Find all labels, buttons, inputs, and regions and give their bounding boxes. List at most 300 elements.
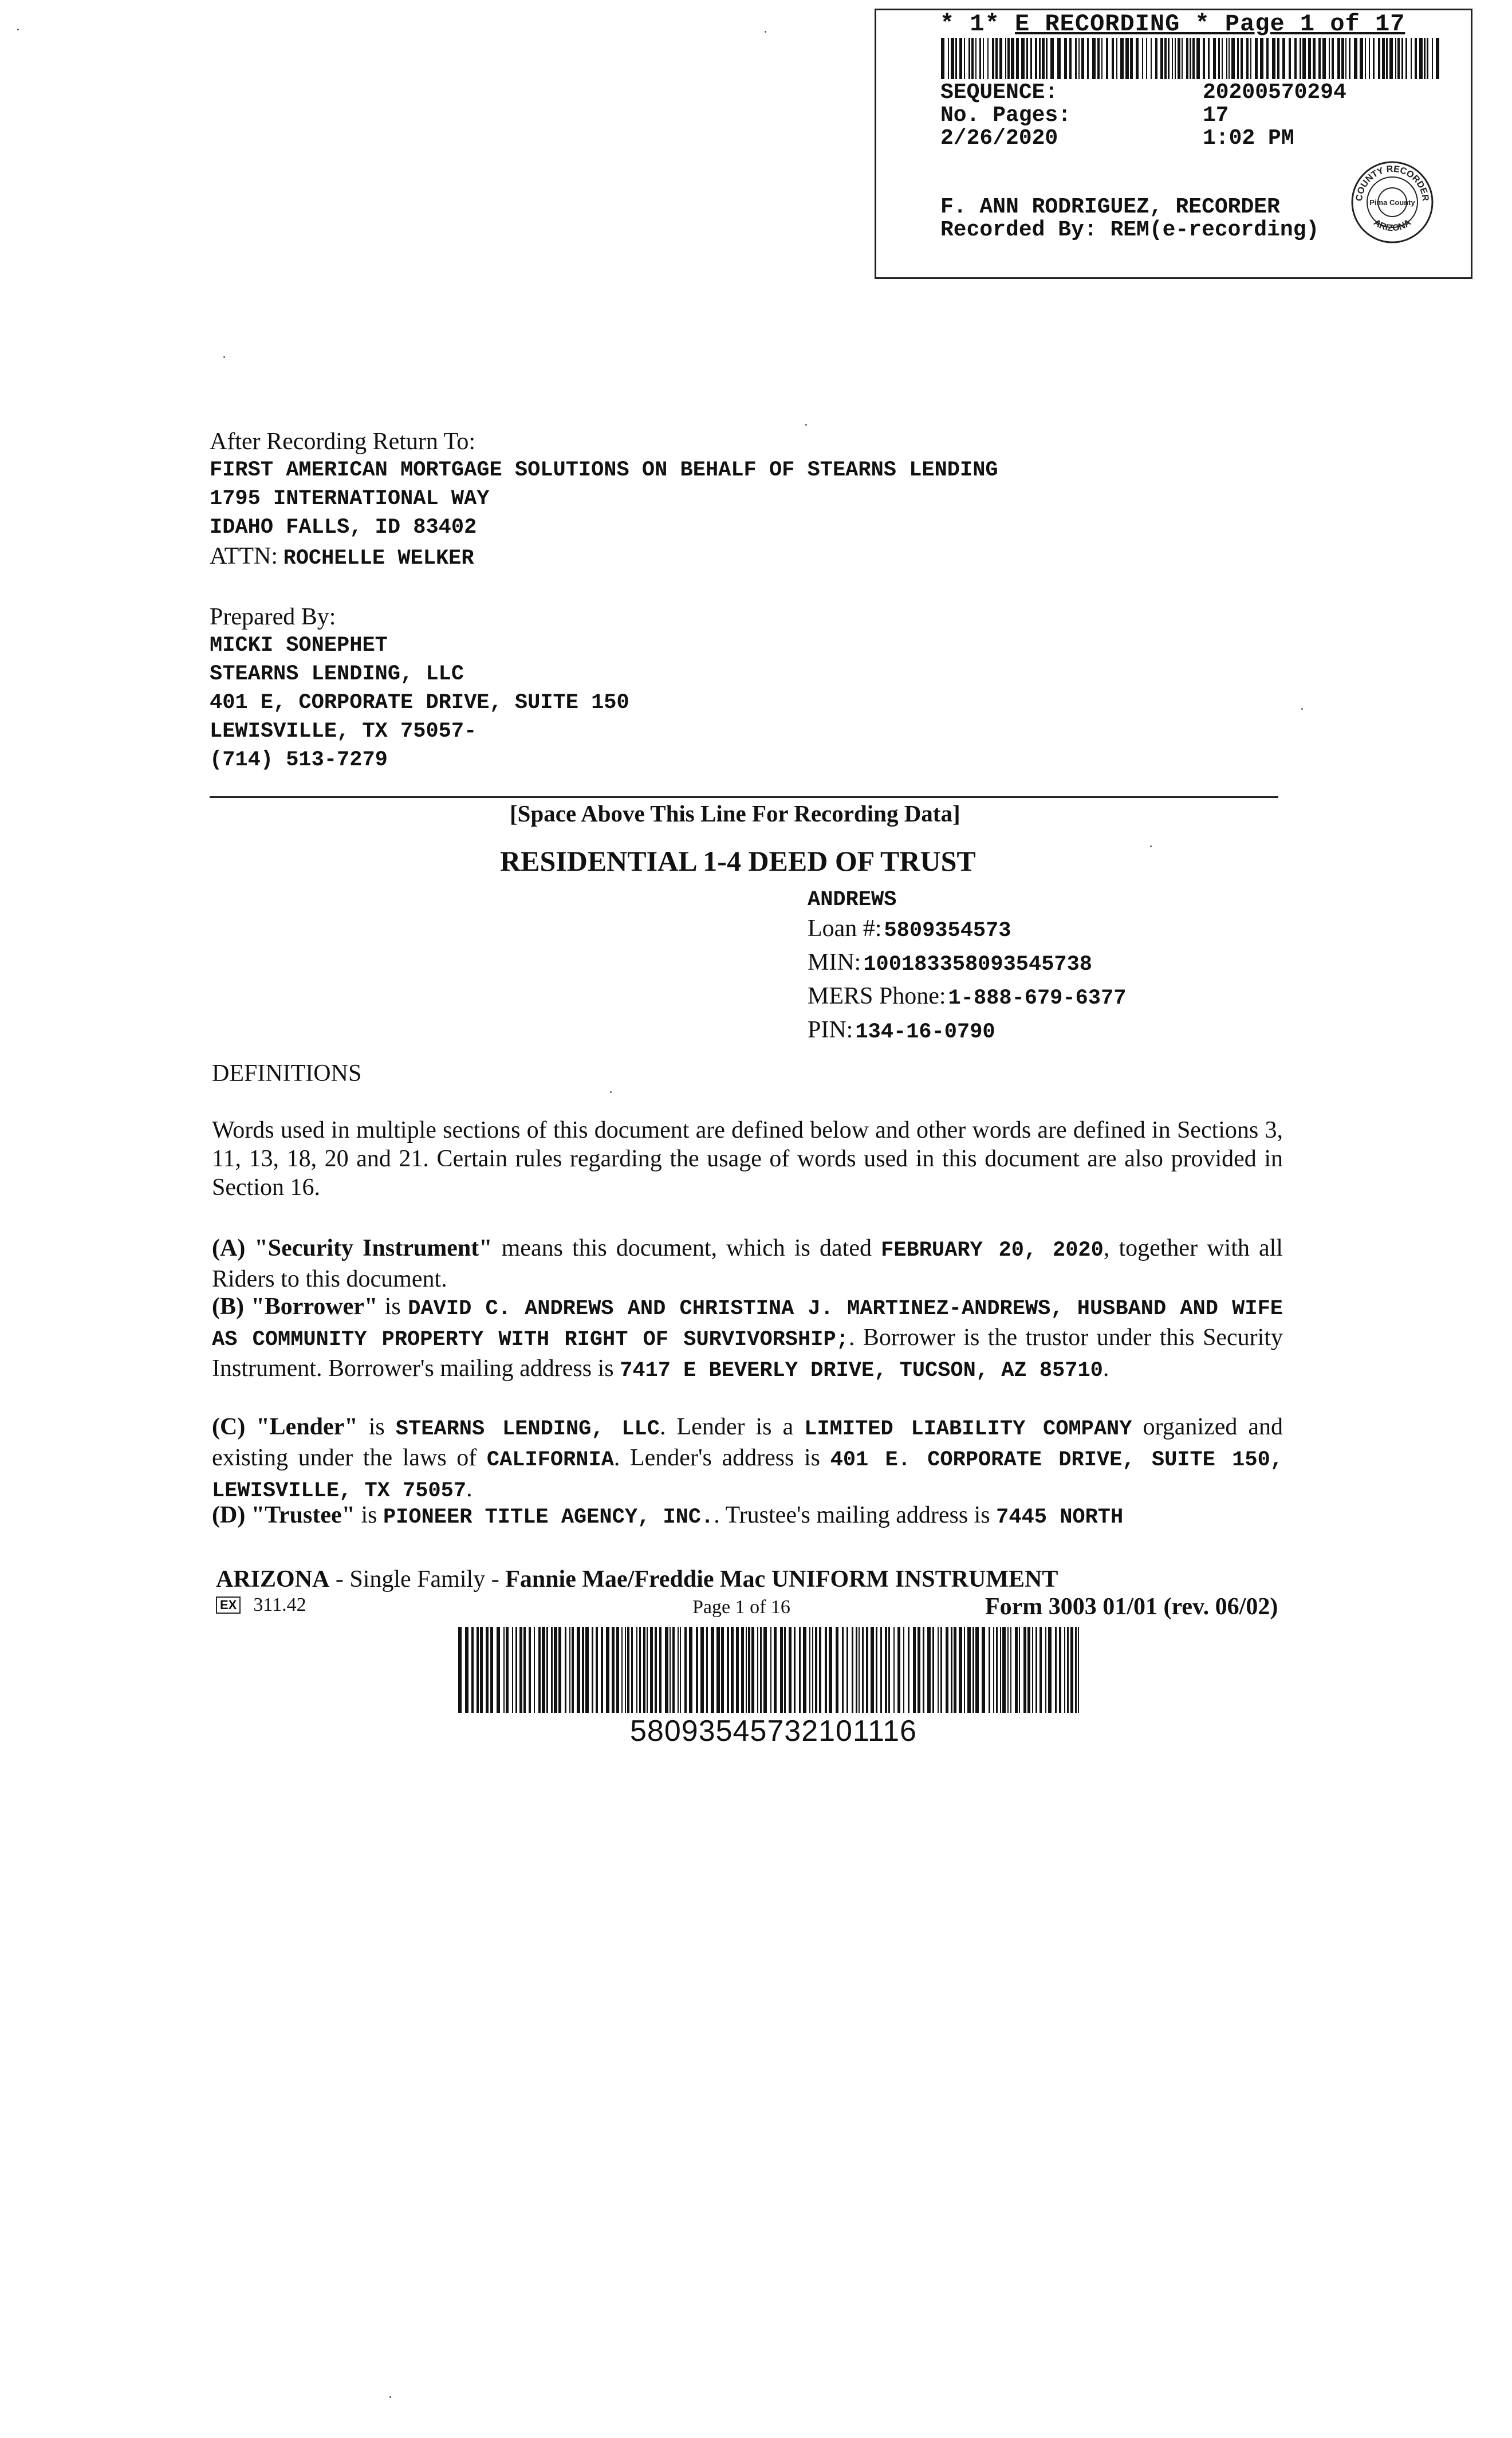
barcode-bar (625, 1627, 626, 1713)
barcode-bar (665, 1627, 668, 1713)
barcode-bar (506, 1627, 509, 1713)
barcode-bar (465, 1627, 468, 1713)
barcode-bar (959, 38, 962, 79)
barcode-bar (815, 1627, 817, 1713)
barcode-bar (770, 1627, 771, 1713)
barcode-bar (1432, 38, 1433, 79)
section-d-name: PIONEER TITLE AGENCY, INC. (383, 1505, 714, 1529)
attn-label: ATTN: (210, 543, 278, 569)
section-a-text2: , together with all Riders to this document. (212, 1235, 1283, 1292)
barcode-bar (727, 1627, 729, 1713)
return-to-label: After Recording Return To: (210, 428, 476, 455)
section-b-address: 7417 E BEVERLY DRIVE, TUCSON, AZ 85710 (620, 1359, 1103, 1383)
barcode-bar (757, 1627, 758, 1713)
barcode-bar (1164, 38, 1167, 79)
barcode-bar (1078, 38, 1080, 79)
barcode-bar (1246, 38, 1249, 79)
scan-speck (223, 356, 225, 358)
barcode-bar (940, 1627, 942, 1713)
barcode-bar (836, 1627, 838, 1713)
prepared-by-line1: MICKI SONEPHET (210, 634, 388, 658)
barcode-bar (996, 1627, 998, 1713)
footer-form-title (216, 1566, 1058, 1593)
barcode-bar (1130, 38, 1133, 79)
barcode-bar (680, 1627, 681, 1713)
barcode-bar (1027, 1627, 1030, 1713)
barcode-bar (1369, 38, 1370, 79)
barcode-bar (932, 1627, 934, 1713)
barcode-bar (1277, 38, 1279, 79)
barcode-bar (1401, 38, 1403, 79)
barcode-bar (1360, 38, 1363, 79)
barcode-bar (774, 1627, 777, 1713)
barcode-bar (748, 1627, 750, 1713)
barcode-bar (631, 1627, 633, 1713)
pages-label: No. Pages: (940, 103, 1072, 128)
barcode-bar (1125, 38, 1129, 79)
barcode-bar (955, 38, 957, 79)
barcode-bar (1030, 38, 1032, 79)
barcode-bar (1045, 1627, 1046, 1713)
barcode-bar (1146, 38, 1147, 79)
footer-title-bold: Fannie Mae/Freddie Mac UNIFORM INSTRUMENT (505, 1566, 1058, 1592)
barcode-bar (1289, 38, 1291, 79)
barcode-bar (1155, 38, 1157, 79)
barcode-bar (1272, 38, 1275, 79)
barcode-bar (1365, 38, 1366, 79)
prepared-by-line5: (714) 513-7279 (210, 748, 388, 772)
barcode-bar (650, 1627, 653, 1713)
barcode-bar (1005, 38, 1006, 79)
barcode-bar (812, 1627, 813, 1713)
scan-speck (17, 29, 19, 30)
record-time: 1:02 PM (1203, 126, 1294, 151)
barcode-bar (948, 38, 949, 79)
section-c-name: STEARNS LENDING, LLC (395, 1417, 660, 1441)
barcode-bar (529, 1627, 531, 1713)
barcode-bar (1059, 1627, 1061, 1713)
footer-state: ARIZONA (216, 1566, 330, 1592)
barcode-bar (983, 38, 984, 79)
stamp-header (940, 10, 1405, 38)
barcode-bar (1405, 38, 1407, 79)
barcode-bar (716, 1627, 720, 1713)
section-c-text1: is (357, 1414, 396, 1440)
footer-page-number: Page 1 of 16 (692, 1597, 790, 1618)
barcode-bar (903, 1627, 904, 1713)
barcode-bar (999, 38, 1002, 79)
barcode-bar (1142, 38, 1143, 79)
barcode-bar (471, 1627, 474, 1713)
barcode-bar (486, 1627, 489, 1713)
barcode-bar (993, 1627, 994, 1713)
barcode-bar (1035, 1627, 1037, 1713)
barcode-number: 58093545732101116 (630, 1715, 917, 1748)
barcode-bar (866, 1627, 868, 1713)
barcode-bar (1019, 1627, 1020, 1713)
barcode-bar (1300, 38, 1301, 79)
barcode-bar (1389, 38, 1393, 79)
barcode-bar (1266, 38, 1269, 79)
barcode-bar (585, 1627, 589, 1713)
scan-speck (805, 424, 807, 426)
section-c-label: (C) "Lender" (212, 1414, 358, 1440)
barcode-bar (1046, 38, 1048, 79)
barcode-bar (736, 1627, 739, 1713)
barcode-bar (989, 1627, 990, 1713)
barcode-bar (512, 1627, 513, 1713)
barcode-bar (601, 1627, 603, 1713)
barcode-bar (1349, 38, 1350, 79)
barcode-bar (480, 1627, 483, 1713)
barcode-bar (1196, 38, 1200, 79)
barcode-bar (1208, 38, 1210, 79)
barcode-bar (577, 1627, 580, 1713)
section-b-text3: . (1102, 1355, 1109, 1382)
barcode-bar (1190, 38, 1191, 79)
svg-text:COUNTY RECORDER (1354, 164, 1430, 202)
prepared-by-line2: STEARNS LENDING, LLC (210, 662, 464, 686)
stamp-header-title: E RECORDING * Page 1 of 17 (1015, 10, 1405, 38)
barcode-bar (606, 1627, 609, 1713)
barcode-bar (1092, 38, 1096, 79)
barcode-bar (1332, 38, 1334, 79)
barcode-bar (975, 38, 976, 79)
barcode-bar (1341, 38, 1344, 79)
barcode-bar (477, 1627, 479, 1713)
barcode-bar (1026, 38, 1028, 79)
sequence-value: 20200570294 (1203, 80, 1346, 105)
barcode-bar (1039, 38, 1041, 79)
barcode-bar (1007, 1627, 1009, 1713)
barcode-bar (979, 38, 981, 79)
barcode-bar (995, 38, 998, 79)
barcode-bar (1313, 38, 1316, 79)
barcode-bar (1116, 38, 1117, 79)
barcode-bar (972, 1627, 974, 1713)
barcode-bar (627, 1627, 629, 1713)
county-seal-icon (1349, 159, 1435, 245)
barcode-bar (741, 1627, 744, 1713)
barcode-bar (987, 38, 989, 79)
barcode-bar (964, 38, 965, 79)
barcode-bar (700, 1627, 704, 1713)
barcode-bar (1226, 38, 1227, 79)
barcode-bar (1178, 38, 1180, 79)
section-b-names: DAVID C. ANDREWS AND CHRISTINA J. MARTINEZ-ANDREWS, HUSBAND AND WIFE AS COMMUNITY PROPERTY WITH RIGHT OF SURVIVORSHIP; (212, 1297, 1283, 1352)
stamp-barcode (941, 38, 1439, 79)
barcode-bar (1186, 38, 1188, 79)
barcode-bar (897, 1627, 900, 1713)
definitions-intro: Words used in multiple sections of this document are defined below and other words are defined in Sections 3, 11, 13, 18, 20 and 21. Certain rules regarding the usage of words used in this document are also provided in Section 16. (212, 1117, 1283, 1201)
barcode-bar (1021, 38, 1025, 79)
barcode-bar (569, 1627, 570, 1713)
prepared-by-line4: LEWISVILLE, TX 75057- (210, 719, 477, 744)
barcode-bar (992, 38, 994, 79)
barcode-bar (829, 1627, 832, 1713)
return-to-block (210, 427, 998, 573)
barcode-bar (1222, 38, 1223, 79)
return-to-line3: IDAHO FALLS, ID 83402 (210, 516, 477, 540)
barcode-bar (1070, 1627, 1073, 1713)
barcode-bar (1112, 38, 1114, 79)
barcode-bar (458, 1627, 462, 1713)
barcode-bar (1136, 38, 1139, 79)
barcode-bar (967, 1627, 971, 1713)
barcode-bar (913, 1627, 916, 1713)
barcode-bar (1182, 38, 1183, 79)
loan-number-label: Loan #: (808, 915, 882, 942)
barcode-bar (746, 1627, 747, 1713)
footer-code-value: 311.42 (253, 1594, 306, 1615)
barcode-bar (1032, 1627, 1033, 1713)
seal-center-text: Pima County (1369, 198, 1415, 207)
barcode-bar (1203, 38, 1205, 79)
barcode-bar (1023, 1627, 1026, 1713)
svg-text:ARIZONA (1372, 218, 1413, 234)
barcode-bar (659, 1627, 662, 1713)
scan-speck (1150, 846, 1152, 847)
barcode-bar (1415, 38, 1417, 79)
mers-phone-label: MERS Phone: (808, 983, 946, 1009)
barcode-bar (803, 1627, 806, 1713)
barcode-bar (951, 1627, 952, 1713)
recorded-by: Recorded By: REM(e-recording) (940, 218, 1320, 242)
barcode-bar (497, 1627, 500, 1713)
barcode-bar (927, 1627, 931, 1713)
barcode-bar (871, 1627, 874, 1713)
section-b (212, 1292, 1283, 1385)
barcode-bar (1241, 38, 1243, 79)
barcode-bar (1064, 38, 1067, 79)
barcode-bar (794, 1627, 796, 1713)
document-title: RESIDENTIAL 1-4 DEED OF TRUST (500, 845, 976, 877)
barcode-bar (876, 1627, 877, 1713)
recording-data-rule (210, 796, 1278, 798)
barcode-bar (1097, 38, 1100, 79)
barcode-bar (1175, 38, 1176, 79)
footer-form-number: Form 3003 01/01 (rev. 06/02) (985, 1594, 1278, 1620)
prepared-by-label: Prepared By: (210, 604, 336, 630)
barcode-bar (678, 1627, 679, 1713)
return-to-line2: 1795 INTERNATIONAL WAY (210, 487, 490, 511)
mers-phone-value: 1-888-679-6377 (948, 986, 1127, 1010)
scan-speck (610, 1091, 612, 1093)
section-d-address: 7445 NORTH (996, 1505, 1124, 1529)
barcode-bar (1436, 38, 1439, 79)
section-c-text4: . Lender's address is (613, 1445, 830, 1471)
min-label: MIN: (808, 949, 861, 976)
barcode-bar (1120, 38, 1124, 79)
barcode-bar (672, 1627, 675, 1713)
section-b-label: (B) "Borrower" (212, 1293, 378, 1320)
barcode-bar (751, 1627, 754, 1713)
barcode-bar (784, 1627, 786, 1713)
barcode-bar (982, 1627, 985, 1713)
barcode-bar (1378, 38, 1380, 79)
definitions-heading: DEFINITIONS (212, 1060, 362, 1087)
section-d-label: (D) "Trustee" (212, 1502, 355, 1528)
barcode-bar (1010, 1627, 1011, 1713)
barcode-bar (592, 1627, 593, 1713)
barcode-bar (862, 1627, 864, 1713)
barcode-bar (893, 1627, 895, 1713)
barcode-bar (696, 1627, 698, 1713)
barcode-bar (1016, 38, 1019, 79)
barcode-bar (959, 1627, 962, 1713)
ex-logo-icon: EX (216, 1597, 241, 1614)
section-c-address: 401 E. CORPORATE DRIVE, SUITE 150, LEWISVILLE, TX 75057 (212, 1448, 1283, 1503)
barcode-bar (951, 38, 954, 79)
barcode-bar (1213, 38, 1216, 79)
section-a (212, 1234, 1283, 1293)
barcode-bar (1081, 38, 1084, 79)
barcode-bar (880, 1627, 882, 1713)
barcode-bar (490, 1627, 493, 1713)
barcode-bar (1055, 1627, 1057, 1713)
barcode-bar (1424, 38, 1426, 79)
barcode-bar (1411, 38, 1412, 79)
barcode-bar (721, 1627, 724, 1713)
barcode-bar (503, 1627, 505, 1713)
barcode-bar (1419, 38, 1423, 79)
scan-speck (765, 31, 766, 33)
pin-label: PIN: (808, 1017, 853, 1043)
document-barcode (458, 1627, 1082, 1713)
barcode-bar (1192, 38, 1195, 79)
footer-title-rest: - Single Family - (329, 1566, 506, 1592)
barcode-bar (760, 1627, 762, 1713)
barcode-bar (1040, 1627, 1042, 1713)
barcode-bar (888, 1627, 890, 1713)
barcode-bar (731, 1627, 734, 1713)
barcode-bar (639, 1627, 641, 1713)
barcode-bar (885, 1627, 887, 1713)
section-c-text2: . Lender is a (659, 1414, 805, 1440)
barcode-bar (538, 1627, 541, 1713)
barcode-bar (964, 1627, 965, 1713)
barcode-bar (1255, 38, 1258, 79)
barcode-bar (968, 38, 970, 79)
barcode-bar (941, 38, 944, 79)
section-c (212, 1413, 1283, 1505)
stamp-header-marks: * 1* (940, 10, 1000, 38)
barcode-bar (1075, 1627, 1077, 1713)
barcode-bar (1015, 1627, 1018, 1713)
barcode-bar (1397, 38, 1400, 79)
barcode-bar (923, 1627, 924, 1713)
barcode-bar (954, 1627, 956, 1713)
barcode-bar (1373, 38, 1375, 79)
section-b-text1: is (377, 1293, 408, 1320)
barcode-bar (572, 1627, 574, 1713)
barcode-bar (780, 1627, 783, 1713)
barcode-bar (1078, 1627, 1079, 1713)
barcode-bar (1345, 38, 1346, 79)
barcode-bar (946, 1627, 948, 1713)
barcode-bar (1228, 38, 1230, 79)
barcode-bar (1002, 1627, 1006, 1713)
barcode-bar (859, 1627, 860, 1713)
barcode-bar (519, 1627, 522, 1713)
barcode-bar (908, 1627, 909, 1713)
barcode-bar (1318, 38, 1321, 79)
barcode-bar (842, 1627, 844, 1713)
barcode-bar (1250, 38, 1251, 79)
barcode-bar (1337, 38, 1340, 79)
barcode-bar (1000, 1627, 1001, 1713)
barcode-bar (612, 1627, 615, 1713)
barcode-bar (684, 1627, 687, 1713)
barcode-bar (1151, 38, 1152, 79)
barcode-bar (1282, 38, 1285, 79)
barcode-bar (1075, 38, 1077, 79)
barcode-bar (596, 1627, 598, 1713)
section-c-type: LIMITED LIABILITY COMPANY (804, 1417, 1132, 1441)
barcode-bar (670, 1627, 671, 1713)
barcode-bar (542, 1627, 545, 1713)
seal-top-text: COUNTY RECORDER (1354, 164, 1431, 202)
barcode-bar (763, 1627, 767, 1713)
space-above-label: [Space Above This Line For Recording Data] (510, 800, 960, 827)
recording-stamp (875, 9, 1472, 279)
barcode-bar (546, 1627, 548, 1713)
prepared-by-block (210, 603, 629, 774)
barcode-bar (689, 1627, 692, 1713)
barcode-bar (1101, 38, 1102, 79)
loan-number-value: 5809354573 (884, 919, 1011, 943)
barcode-bar (1322, 38, 1326, 79)
seal-bottom-text: ARIZONA (1372, 217, 1413, 234)
section-d (212, 1501, 1283, 1532)
barcode-bar (1042, 38, 1045, 79)
barcode-bar (918, 1627, 920, 1713)
barcode-bar (1035, 38, 1037, 79)
barcode-bar (809, 1627, 810, 1713)
barcode-bar (1427, 38, 1428, 79)
barcode-bar (711, 1627, 714, 1713)
borrower-surname: ANDREWS (808, 888, 897, 912)
barcode-bar (799, 1627, 801, 1713)
barcode-bar (1172, 38, 1173, 79)
barcode-bar (1218, 38, 1220, 79)
section-d-text1: is (355, 1502, 383, 1528)
barcode-bar (1064, 1627, 1065, 1713)
barcode-bar (789, 1627, 792, 1713)
section-a-text1: means this document, which is dated (492, 1235, 881, 1261)
barcode-bar (558, 1627, 561, 1713)
barcode-bar (846, 1627, 848, 1713)
barcode-bar (1087, 38, 1089, 79)
barcode-bar (1395, 38, 1396, 79)
barcode-bar (1160, 38, 1163, 79)
barcode-bar (616, 1627, 619, 1713)
record-date: 2/26/2020 (940, 126, 1058, 151)
min-value: 100183358093545738 (863, 953, 1093, 977)
barcode-bar (1294, 38, 1297, 79)
barcode-bar (1302, 38, 1306, 79)
barcode-bar (1329, 38, 1330, 79)
barcode-bar (819, 1627, 821, 1713)
section-c-text5: . (466, 1476, 472, 1502)
section-c-text3: organized and existing under the laws of (212, 1414, 1283, 1471)
barcode-bar (1069, 38, 1072, 79)
barcode-bar (554, 1627, 557, 1713)
barcode-bar (1067, 1627, 1069, 1713)
loan-info-block (808, 886, 1126, 1049)
barcode-bar (534, 1627, 535, 1713)
barcode-bar (1106, 38, 1108, 79)
